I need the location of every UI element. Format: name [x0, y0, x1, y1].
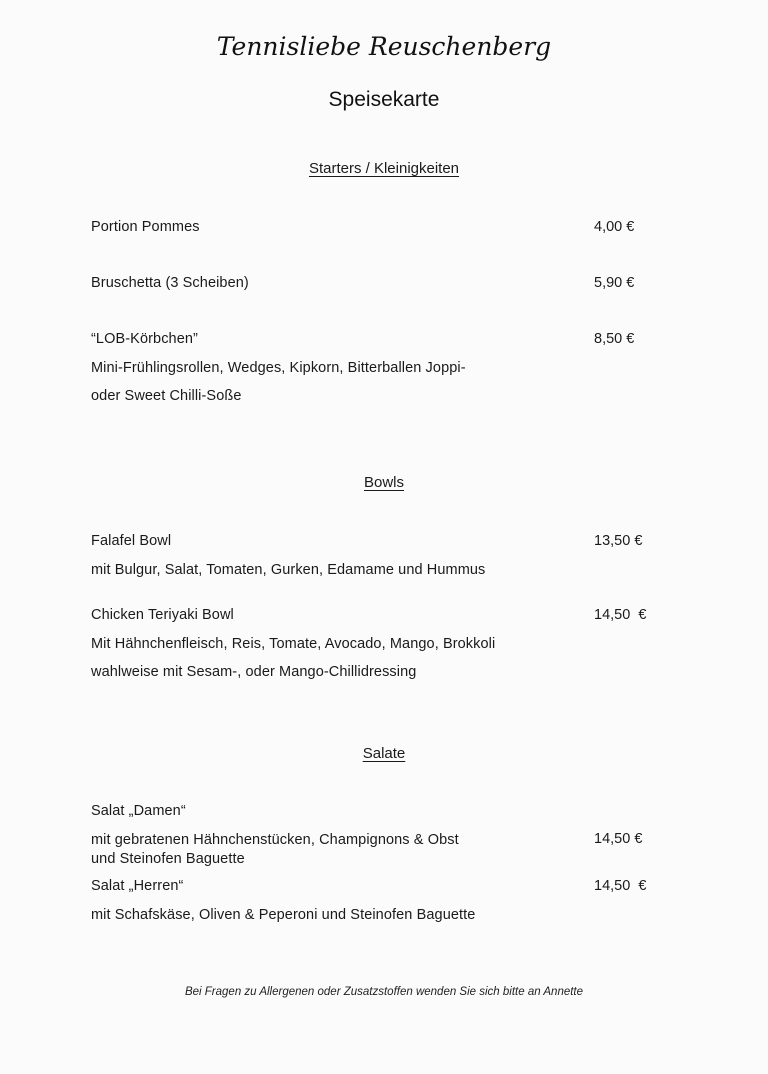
item-desc-lob-koerbchen-line2: oder Sweet Chilli-Soße [91, 388, 242, 404]
item-desc-salat-herren: mit Schafskäse, Oliven & Peperoni und Steinofen Baguette [91, 907, 476, 923]
item-name-salat-damen: Salat „Damen“ [91, 803, 186, 819]
item-price-salat-damen: 14,50 € [594, 831, 643, 847]
item-desc-lob-koerbchen-line1: Mini-Frühlingsrollen, Wedges, Kipkorn, Bitterballen Joppi- [91, 360, 466, 376]
section-heading-bowls: Bowls [363, 474, 404, 491]
item-desc-teriyaki-bowl-line2: wahlweise mit Sesam-, oder Mango-Chillidressing [91, 664, 417, 680]
item-desc-falafel-bowl: mit Bulgur, Salat, Tomaten, Gurken, Edamame und Hummus [91, 562, 486, 578]
section-heading-starters: Starters / Kleinigkeiten [308, 160, 460, 177]
item-desc-teriyaki-bowl-line1: Mit Hähnchenfleisch, Reis, Tomate, Avocado, Mango, Brokkoli [91, 636, 496, 652]
item-name-salat-herren: Salat „Herren“ [91, 878, 184, 894]
item-name-falafel-bowl: Falafel Bowl [91, 533, 172, 549]
item-name-pommes: Portion Pommes [91, 219, 200, 235]
item-name-teriyaki-bowl: Chicken Teriyaki Bowl [91, 607, 234, 623]
allergen-footnote: Bei Fragen zu Allergenen oder Zusatzstoffen wenden Sie sich bitte an Annette [184, 986, 584, 998]
section-heading-salate: Salate [362, 745, 406, 762]
item-price-lob-koerbchen: 8,50 € [594, 331, 635, 347]
item-desc-salat-damen-line1: mit gebratenen Hähnchenstücken, Champignons & Obst [91, 832, 459, 848]
item-price-falafel-bowl: 13,50 € [594, 533, 643, 549]
item-name-bruschetta: Bruschetta (3 Scheiben) [91, 275, 249, 291]
item-price-salat-herren: 14,50 € [594, 878, 647, 894]
item-price-bruschetta: 5,90 € [594, 275, 635, 291]
item-price-teriyaki-bowl: 14,50 € [594, 607, 647, 623]
restaurant-title: Tennisliebe Reuschenberg [216, 32, 552, 61]
item-price-pommes: 4,00 € [594, 219, 635, 235]
item-name-lob-koerbchen: “LOB-Körbchen” [91, 331, 198, 347]
item-desc-salat-damen-line2: und Steinofen Baguette [91, 851, 245, 867]
menu-title: Speisekarte [328, 88, 440, 111]
